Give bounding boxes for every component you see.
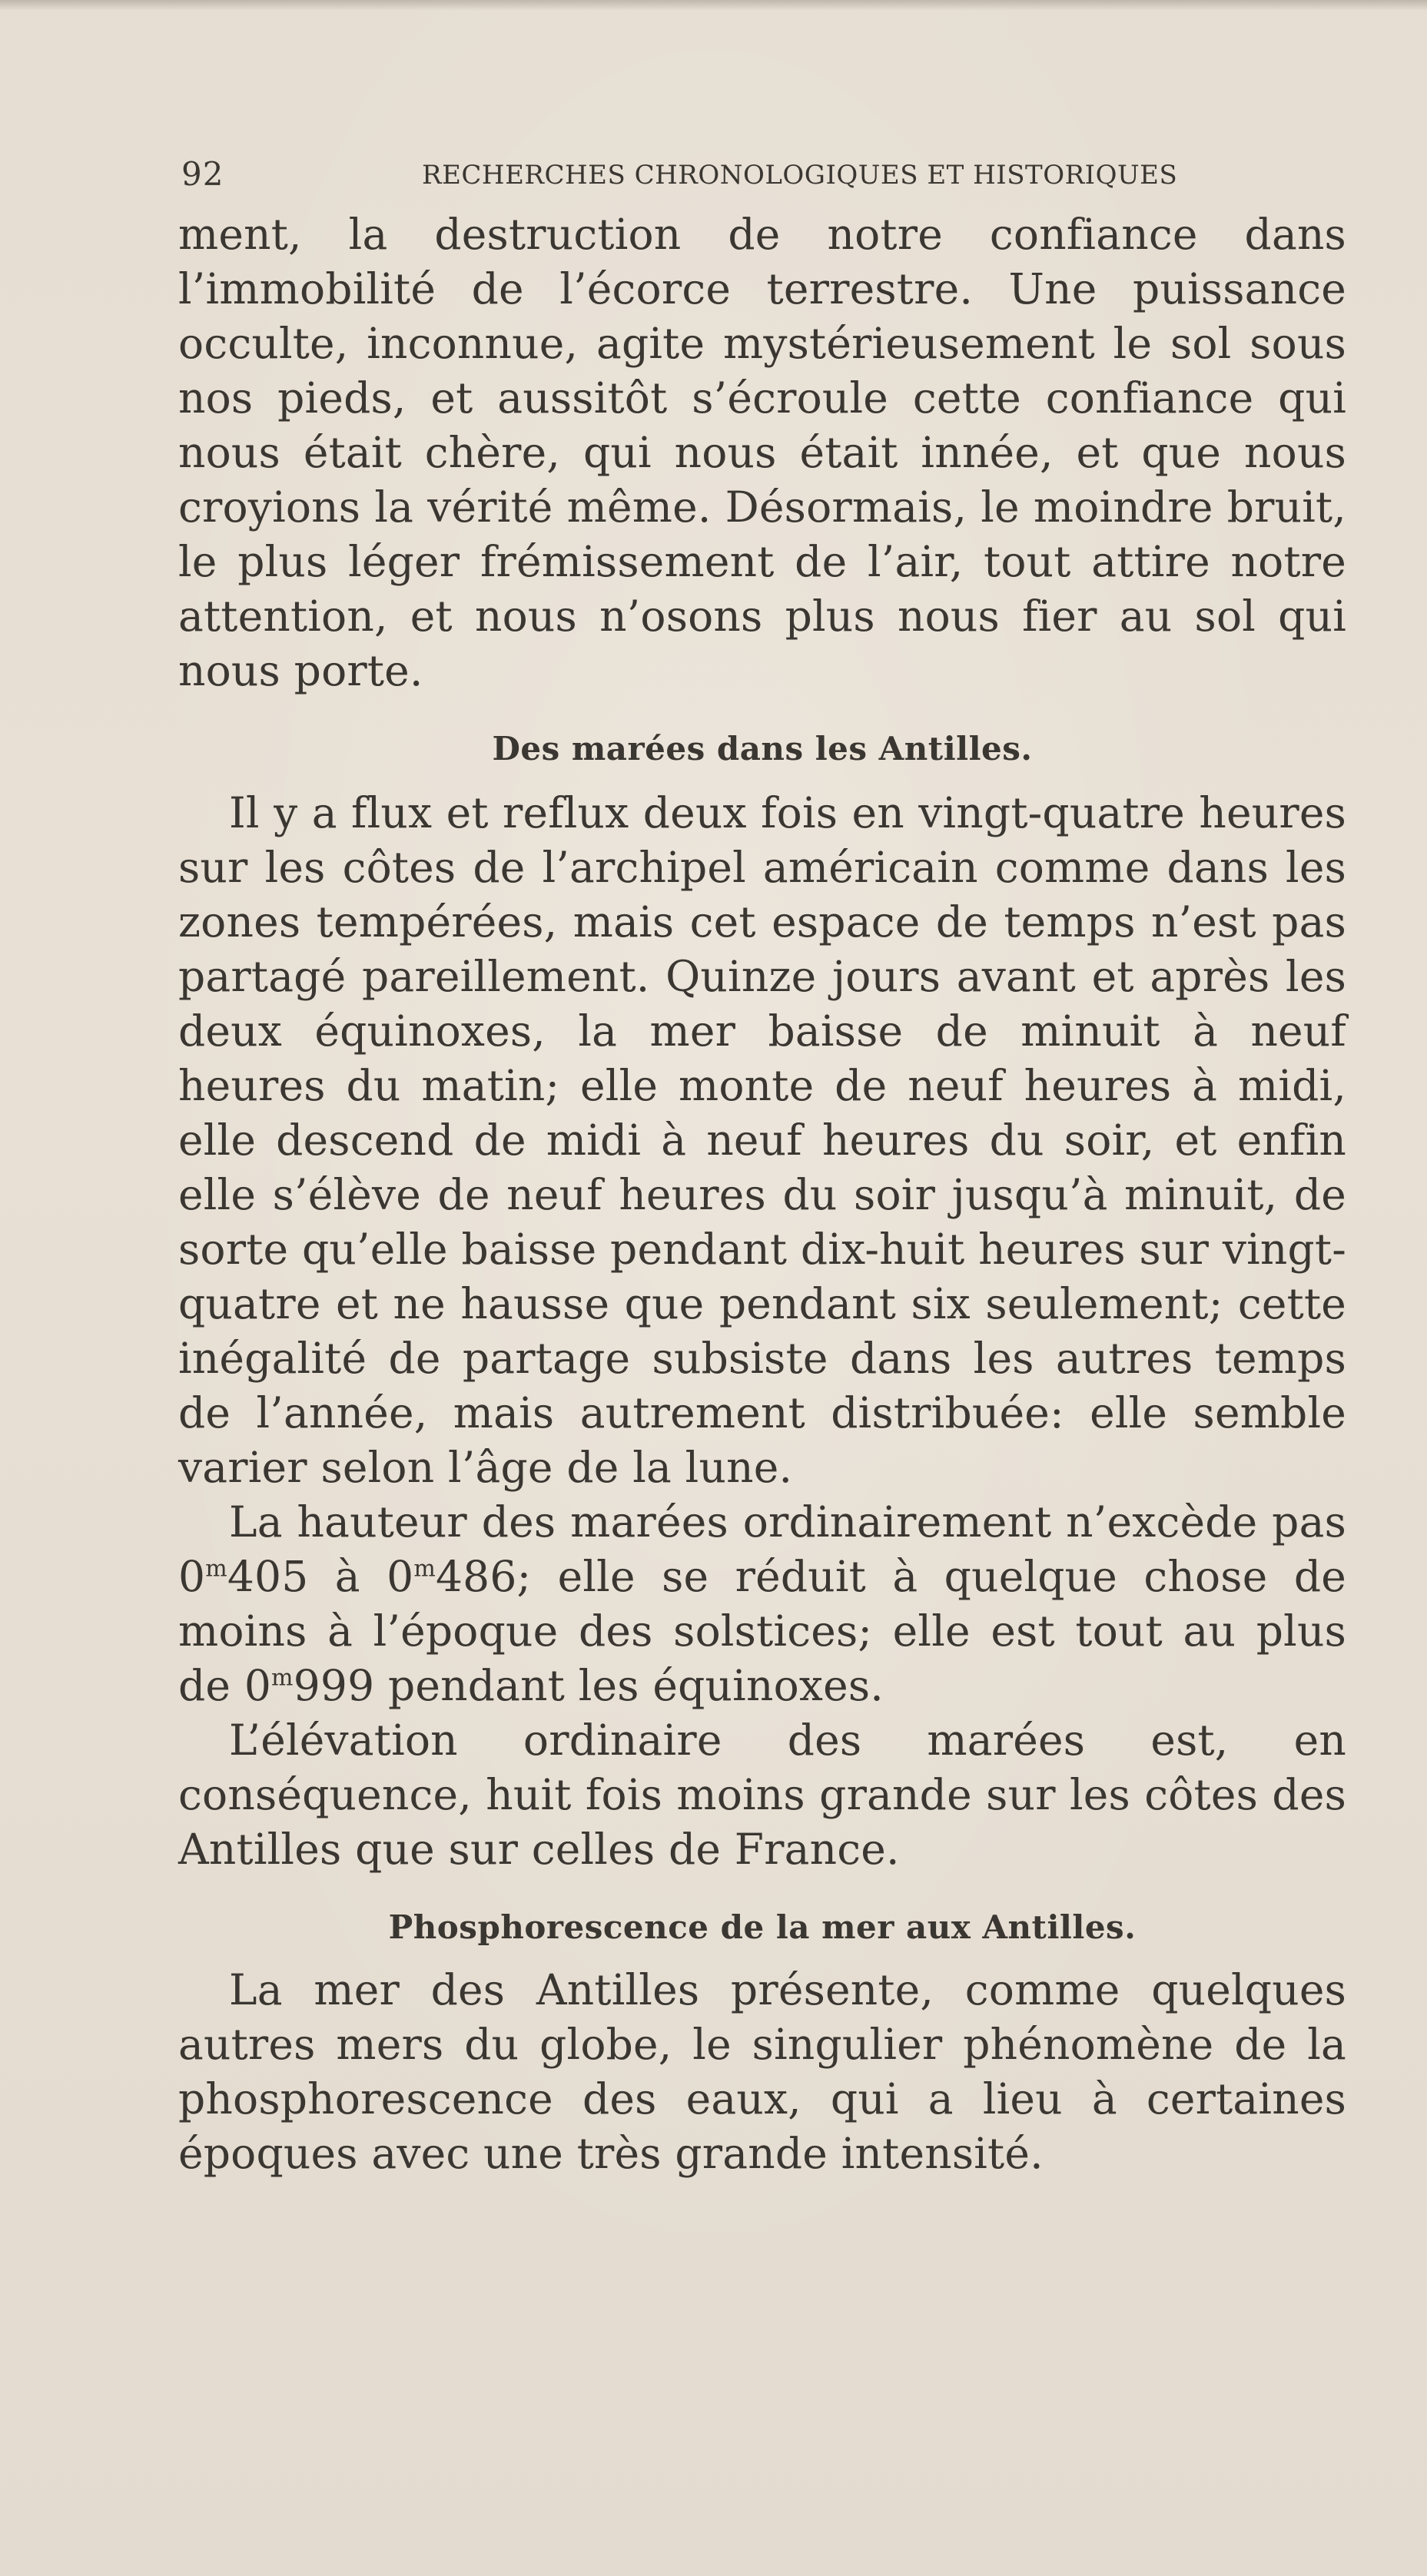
running-head: RECHERCHES CHRONOLOGIQUES ET HISTORIQUES — [422, 160, 1178, 191]
section-heading-marees: Des marées dans les Antilles. — [492, 730, 1033, 767]
paragraph-elevation: L’élévation ordinaire des marées est, en conséquence, huit fois moins grande sur les côtes des Antilles que sur celles de France. — [178, 1716, 1346, 1874]
meter-superscript: m — [271, 1664, 294, 1692]
paragraph-phosphorescence: La mer des Antilles présente, comme quelques autres mers du globe, le singulier phénomène de la phosphorescence des eaux, qui a lieu à certaines époques avec une très grande intensité. — [178, 1965, 1346, 2178]
section-heading-phosphorescence: Phosphorescence de la mer aux Antilles. — [388, 1908, 1137, 1946]
page-number: 92 — [181, 155, 224, 193]
meter-superscript: m — [205, 1555, 227, 1583]
page-header — [181, 151, 1188, 197]
text-fragment: 999 pendant les équinoxes. — [293, 1661, 884, 1710]
paragraph-flux-reflux: Il y a flux et reflux deux fois en vingt-quatre heures sur les côtes de l’archipel américain comme dans les zones tempérées, mais cet espace de temps n’est pas partagé pareillement. Quinze jours avant et après les deux équinoxes, la mer baisse de minuit à neuf heures du matin; elle monte de neuf heures à midi, elle descend de midi à neuf heures du soir, et enfin elle s’élève de neuf heures du soir jusqu’à minuit, de sorte qu’elle baisse pendant dix-huit heures sur vingt-quatre et ne hausse que pendant six seulement; cette inégalité de partage subsiste dans les autres temps de l’année, mais autrement distribuée: elle semble varier selon l’âge de la lune. — [178, 788, 1346, 1492]
paragraph-hauteur-marees — [178, 1495, 1346, 1713]
paragraph-continuation: ment, la destruction de notre confiance dans l’immobilité de l’écorce terrestre. Une puissance occulte, inconnue, agite mystérieusement le sol sous nos pieds, et aussitôt s’écroule cette confiance qui nous était chère, qui nous était innée, et que nous croyions la vérité même. Désormais, le moindre bruit, le plus léger frémissement de l’air, tout attire notre attention, et nous n’osons plus nous fier au sol qui nous porte. — [178, 210, 1346, 695]
text-fragment: 405 à 0 — [227, 1552, 414, 1601]
page-body — [178, 207, 1346, 2181]
meter-superscript: m — [413, 1555, 436, 1583]
text-fragment: La hauteur des marées ordinairement n’excède pas 0 — [178, 1497, 1346, 1601]
text-fragment: 486; elle se réduit à quelque chose de moins à l’époque des solstices; elle est tout au plus de 0 — [178, 1552, 1346, 1710]
